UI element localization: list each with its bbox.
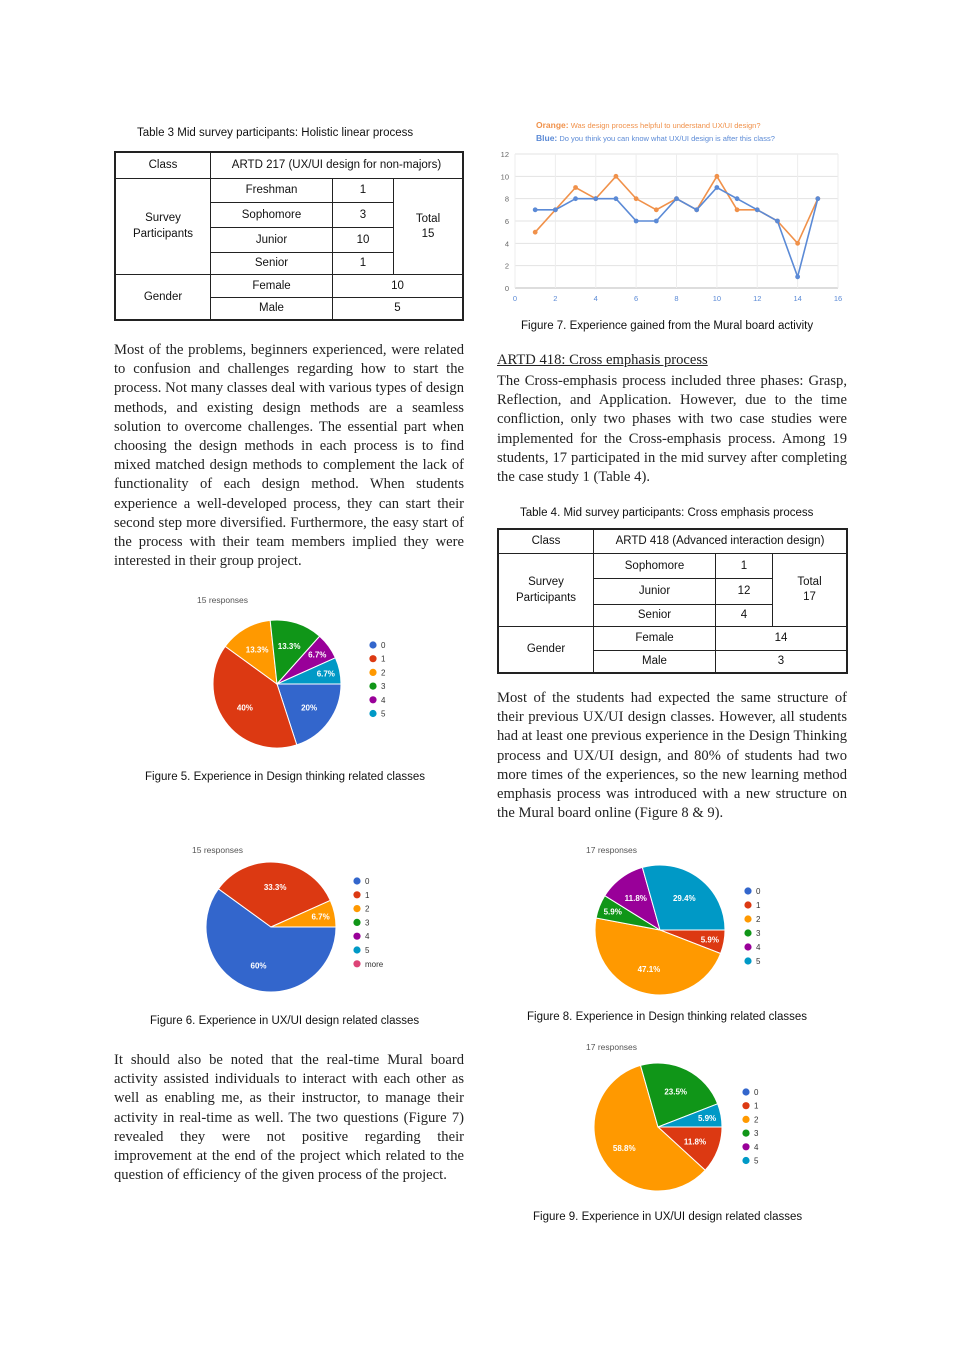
table3-caption: Table 3 Mid survey participants: Holistic linear process <box>137 127 414 139</box>
fig8-legend-swatch <box>744 887 751 894</box>
fig6-slices <box>206 862 336 992</box>
fig5-legend-swatch <box>369 655 376 662</box>
fig7-point-orange <box>634 196 639 201</box>
fig5-legend-label: 2 <box>381 668 386 678</box>
fig6-slice-label: 60% <box>250 961 267 971</box>
fig7-xtick-label: 2 <box>553 294 558 303</box>
fig7-ytick-label: 2 <box>504 261 509 271</box>
fig9-legend-label: 1 <box>754 1101 759 1111</box>
fig7-point-blue <box>634 219 639 224</box>
fig7-point-blue <box>553 207 558 212</box>
table4-gender-row-value: 3 <box>716 650 848 673</box>
fig9-legend-swatch <box>742 1143 749 1150</box>
fig7-point-blue <box>755 207 760 212</box>
artd418-heading: ARTD 418: Cross emphasis process <box>497 352 708 368</box>
fig8-legend <box>744 887 761 966</box>
fig7-point-orange <box>795 241 800 246</box>
fig6-legend-label: 4 <box>365 932 370 942</box>
fig6-legend-swatch <box>353 877 360 884</box>
table4-class-value: ARTD 418 (Advanced interaction design) <box>594 529 848 553</box>
fig7-point-orange <box>573 185 578 190</box>
fig7-xtick-label: 10 <box>712 294 722 303</box>
fig9-slice-label: 23.5% <box>664 1087 688 1097</box>
fig6-legend-swatch <box>353 960 360 967</box>
fig8-legend-label: 1 <box>756 901 761 910</box>
fig7-xtick-label: 0 <box>512 294 518 303</box>
fig8-slice-label: 5.9% <box>603 907 622 917</box>
table4-survey-label: Survey Participants <box>498 553 594 626</box>
fig9-legend-swatch <box>742 1102 749 1109</box>
table4 <box>497 528 848 674</box>
fig7-point-blue <box>815 196 820 201</box>
table3-row-value: 10 <box>333 227 394 252</box>
fig5-legend-label: 0 <box>381 641 386 650</box>
fig7-ytick-label: 12 <box>500 150 509 159</box>
fig7-legend-orange <box>536 120 761 130</box>
fig8-legend-label: 3 <box>756 929 761 938</box>
fig5-slice-label: 13.3% <box>245 645 269 655</box>
fig7-point-blue <box>654 219 659 224</box>
fig9-legend-swatch <box>742 1088 749 1095</box>
fig6-legend-swatch <box>353 905 360 912</box>
fig5-legend-swatch <box>369 710 376 717</box>
fig7-point-orange <box>735 207 740 212</box>
table3-row-label: Freshman <box>211 178 333 202</box>
paragraph-expectations: Most of the students had expected the same structure of their previous UX/UI design classes. However, all students had at least one previous experience in the Design Thinking process and UX/UI design, and 80% of students had two more times of the experiences, so the new learning method emphasis process was introduced with a new structure on the Mural board online (Figure 8 & 9). <box>497 690 847 822</box>
fig8-legend-swatch <box>744 943 751 950</box>
table4-row-value: 12 <box>716 578 773 604</box>
fig9-legend-swatch <box>742 1116 749 1123</box>
fig8-pie-chart <box>580 840 780 1005</box>
fig9-legend-swatch <box>742 1130 749 1137</box>
fig7-axis-labels <box>501 150 843 303</box>
fig9-legend-label: 4 <box>754 1142 759 1152</box>
fig5-slice-label: 13.3% <box>277 642 301 652</box>
fig7-blue-key: Blue: <box>536 133 558 143</box>
fig6-legend-swatch <box>353 919 360 926</box>
table3-total <box>394 178 464 274</box>
table3-gender-row-label: Female <box>211 274 333 297</box>
fig9-legend-label: 5 <box>754 1156 759 1166</box>
fig9-slice-label: 58.8% <box>612 1143 636 1153</box>
fig5-slice-label: 40% <box>236 703 253 713</box>
fig8-legend-swatch <box>744 901 751 908</box>
table3-gender-label: Gender <box>115 274 211 320</box>
fig7-xtick-label: 6 <box>634 294 639 303</box>
fig8-slice-label: 47.1% <box>637 964 661 974</box>
fig7-point-blue <box>614 196 619 201</box>
fig6-legend-label: 2 <box>365 904 370 914</box>
table3-row-label: Senior <box>211 252 333 274</box>
fig5-slice-label: 6.7% <box>316 669 335 679</box>
fig7-legend-blue <box>536 133 775 143</box>
fig6-caption: Figure 6. Experience in UX/UI design related classes <box>150 1015 420 1027</box>
table3-class-value: ARTD 217 (UX/UI design for non-majors) <box>211 152 464 178</box>
fig6-slice-label: 6.7% <box>311 912 330 922</box>
fig5-legend <box>369 641 386 719</box>
fig5-slice-label: 20% <box>301 703 318 713</box>
paragraph-problems: Most of the problems, beginners experienced, were related to confusion and challenges regarding how to start the process. Not many classes deal with various types of design methods, and existing design methods are a seamless solution to overcome challenges. The essential part when choosing the design methods in each process is to find mixed matched design methods to complement the lack of functionality of each design method. When students experience a well-developed process, they can start their second step more diversified. Furthermore, the easy start of the process with their team members implied they were interested in their group project. <box>114 342 464 570</box>
fig9-legend <box>742 1088 759 1166</box>
table3-gender-row-value: 5 <box>333 297 464 320</box>
fig5-legend-label: 4 <box>381 695 386 705</box>
table3-total-value: 15 <box>421 227 435 240</box>
paragraph-mural: It should also be noted that the real-time Mural board activity assisted individuals to interact with each other as well as enabling me, as their instructor, to manage their activity in real-time as well. The two questions (Figure 7) revealed they were not positive regarding their improvement at the end of the project which related to the question of efficiency of the given process of the project. <box>114 1052 464 1184</box>
fig9-legend-swatch <box>742 1157 749 1164</box>
table3-gender-row-label: Male <box>211 297 333 320</box>
fig9-legend-label: 0 <box>754 1088 759 1097</box>
fig7-point-blue <box>694 207 699 212</box>
fig6-legend <box>353 877 383 969</box>
fig7-xtick-label: 8 <box>674 294 679 303</box>
fig8-slice-label: 5.9% <box>700 935 719 945</box>
fig7-line-chart <box>495 144 850 308</box>
fig7-point-orange <box>654 207 659 212</box>
fig8-legend-swatch <box>744 957 751 964</box>
fig7-point-orange <box>533 230 538 235</box>
fig7-orange-key: Orange: <box>536 120 569 130</box>
fig7-point-blue <box>735 196 740 201</box>
paragraph-cross-emphasis: The Cross-emphasis process included three phases: Grasp, Reflection, and Application. However, due to the time confliction, only two phases with two case studies were implemented for the Cross-emphasis process. Among 19 students, 17 participated in the mid survey after completing the case study 1 (Table 4). <box>497 373 847 486</box>
table3-row-value: 3 <box>333 202 394 227</box>
fig6-legend-label: 5 <box>365 946 370 955</box>
fig6-legend-swatch <box>353 933 360 940</box>
table4-row-label: Senior <box>594 604 716 626</box>
fig7-ytick-label: 6 <box>504 217 509 226</box>
fig5-legend-label: 1 <box>381 654 386 664</box>
table3-row-label: Sophomore <box>211 202 333 227</box>
fig5-responses: 15 responses <box>197 595 249 605</box>
fig7-blue-text: Do you think you can know what UX/UI design is after this class? <box>559 134 775 143</box>
fig5-slice-label: 6.7% <box>308 650 327 660</box>
table3-gender-row-value: 10 <box>333 274 464 297</box>
fig6-legend-label: 0 <box>365 877 370 886</box>
table4-gender-row-label: Female <box>594 626 716 650</box>
fig7-ytick-label: 8 <box>504 194 509 204</box>
fig9-responses: 17 responses <box>586 1042 638 1052</box>
fig6-responses: 15 responses <box>192 845 244 855</box>
table4-total-value: 17 <box>803 591 816 603</box>
fig9-slice-label: 5.9% <box>697 1113 717 1123</box>
fig8-slice-label: 29.4% <box>672 893 696 903</box>
fig6-legend-swatch <box>353 891 360 898</box>
fig9-legend-label: 3 <box>754 1129 759 1139</box>
fig6-legend-swatch <box>353 946 360 953</box>
fig8-legend-label: 0 <box>756 887 761 896</box>
fig8-legend-label: 5 <box>756 957 761 966</box>
table4-row-value: 1 <box>716 553 773 578</box>
table3 <box>114 151 464 321</box>
table3-row-label: Junior <box>211 227 333 252</box>
fig9-slice-label: 11.8% <box>683 1137 707 1147</box>
fig7-point-blue <box>795 274 800 279</box>
fig7-ytick-label: 4 <box>504 239 509 249</box>
table3-row-value: 1 <box>333 252 394 274</box>
table3-total-label: Total <box>415 212 441 225</box>
table4-row-value: 4 <box>716 604 773 626</box>
fig9-slices <box>594 1063 722 1191</box>
fig7-xtick-label: 14 <box>793 294 802 303</box>
fig8-caption: Figure 8. Experience in Design thinking related classes <box>527 1011 807 1023</box>
fig5-slices <box>213 620 341 748</box>
fig5-legend-label: 5 <box>381 709 386 719</box>
table4-class-label: Class <box>498 529 594 553</box>
fig8-legend-label: 2 <box>756 915 761 924</box>
fig5-legend-swatch <box>369 696 376 703</box>
fig6-legend-label: 3 <box>365 918 370 928</box>
fig7-point-blue <box>714 185 719 190</box>
fig5-legend-swatch <box>369 669 376 676</box>
table3-survey-label: Survey Participants <box>115 178 211 274</box>
fig7-point-blue <box>593 196 598 201</box>
fig7-point-orange <box>714 174 719 179</box>
fig8-slices <box>595 865 725 995</box>
table4-caption: Table 4. Mid survey participants: Cross emphasis process <box>520 507 814 519</box>
fig8-legend-swatch <box>744 929 751 936</box>
fig8-slice-label: 11.8% <box>624 893 647 903</box>
table4-gender-row-label: Male <box>594 650 716 673</box>
fig6-legend-label: more <box>365 959 384 969</box>
table4-row-label: Sophomore <box>594 553 716 578</box>
fig5-caption: Figure 5. Experience in Design thinking related classes <box>145 771 425 783</box>
fig5-legend-label: 3 <box>381 682 386 692</box>
table4-row-label: Junior <box>594 578 716 604</box>
fig9-pie-chart <box>580 1037 780 1202</box>
fig7-point-orange <box>614 174 619 179</box>
fig8-legend-swatch <box>744 915 751 922</box>
fig9-legend-label: 2 <box>754 1115 759 1125</box>
table4-total-label: Total <box>797 576 822 588</box>
fig7-point-blue <box>573 196 578 201</box>
fig9-caption: Figure 9. Experience in UX/UI design related classes <box>533 1211 803 1223</box>
table3-class-label: Class <box>115 152 211 178</box>
fig7-xtick-label: 4 <box>593 294 598 303</box>
fig6-slice-label: 33.3% <box>263 882 287 892</box>
fig7-xtick-label: 12 <box>753 294 762 303</box>
table4-gender-row-value: 14 <box>716 626 848 650</box>
fig6-pie-chart <box>185 840 400 1000</box>
fig7-xtick-label: 16 <box>833 294 843 303</box>
fig7-point-blue <box>775 219 780 224</box>
fig7-ytick-label: 10 <box>500 172 509 182</box>
fig7-orange-text: Was design process helpful to understand UX/UI design? <box>570 121 761 130</box>
table4-total <box>773 553 848 626</box>
table3-row-value: 1 <box>333 178 394 202</box>
fig7-ytick-label: 0 <box>504 284 509 293</box>
fig5-legend-swatch <box>369 683 376 690</box>
fig8-legend-label: 4 <box>756 943 761 952</box>
table4-gender-label: Gender <box>498 626 594 673</box>
fig8-responses: 17 responses <box>586 845 638 855</box>
fig6-legend-label: 1 <box>365 890 370 900</box>
fig7-point-blue <box>533 207 538 212</box>
fig7-caption: Figure 7. Experience gained from the Mural board activity <box>521 320 814 332</box>
fig7-grid <box>515 154 838 288</box>
fig7-point-blue <box>674 196 679 201</box>
fig5-pie-chart <box>190 590 390 755</box>
fig5-legend-swatch <box>369 641 376 648</box>
